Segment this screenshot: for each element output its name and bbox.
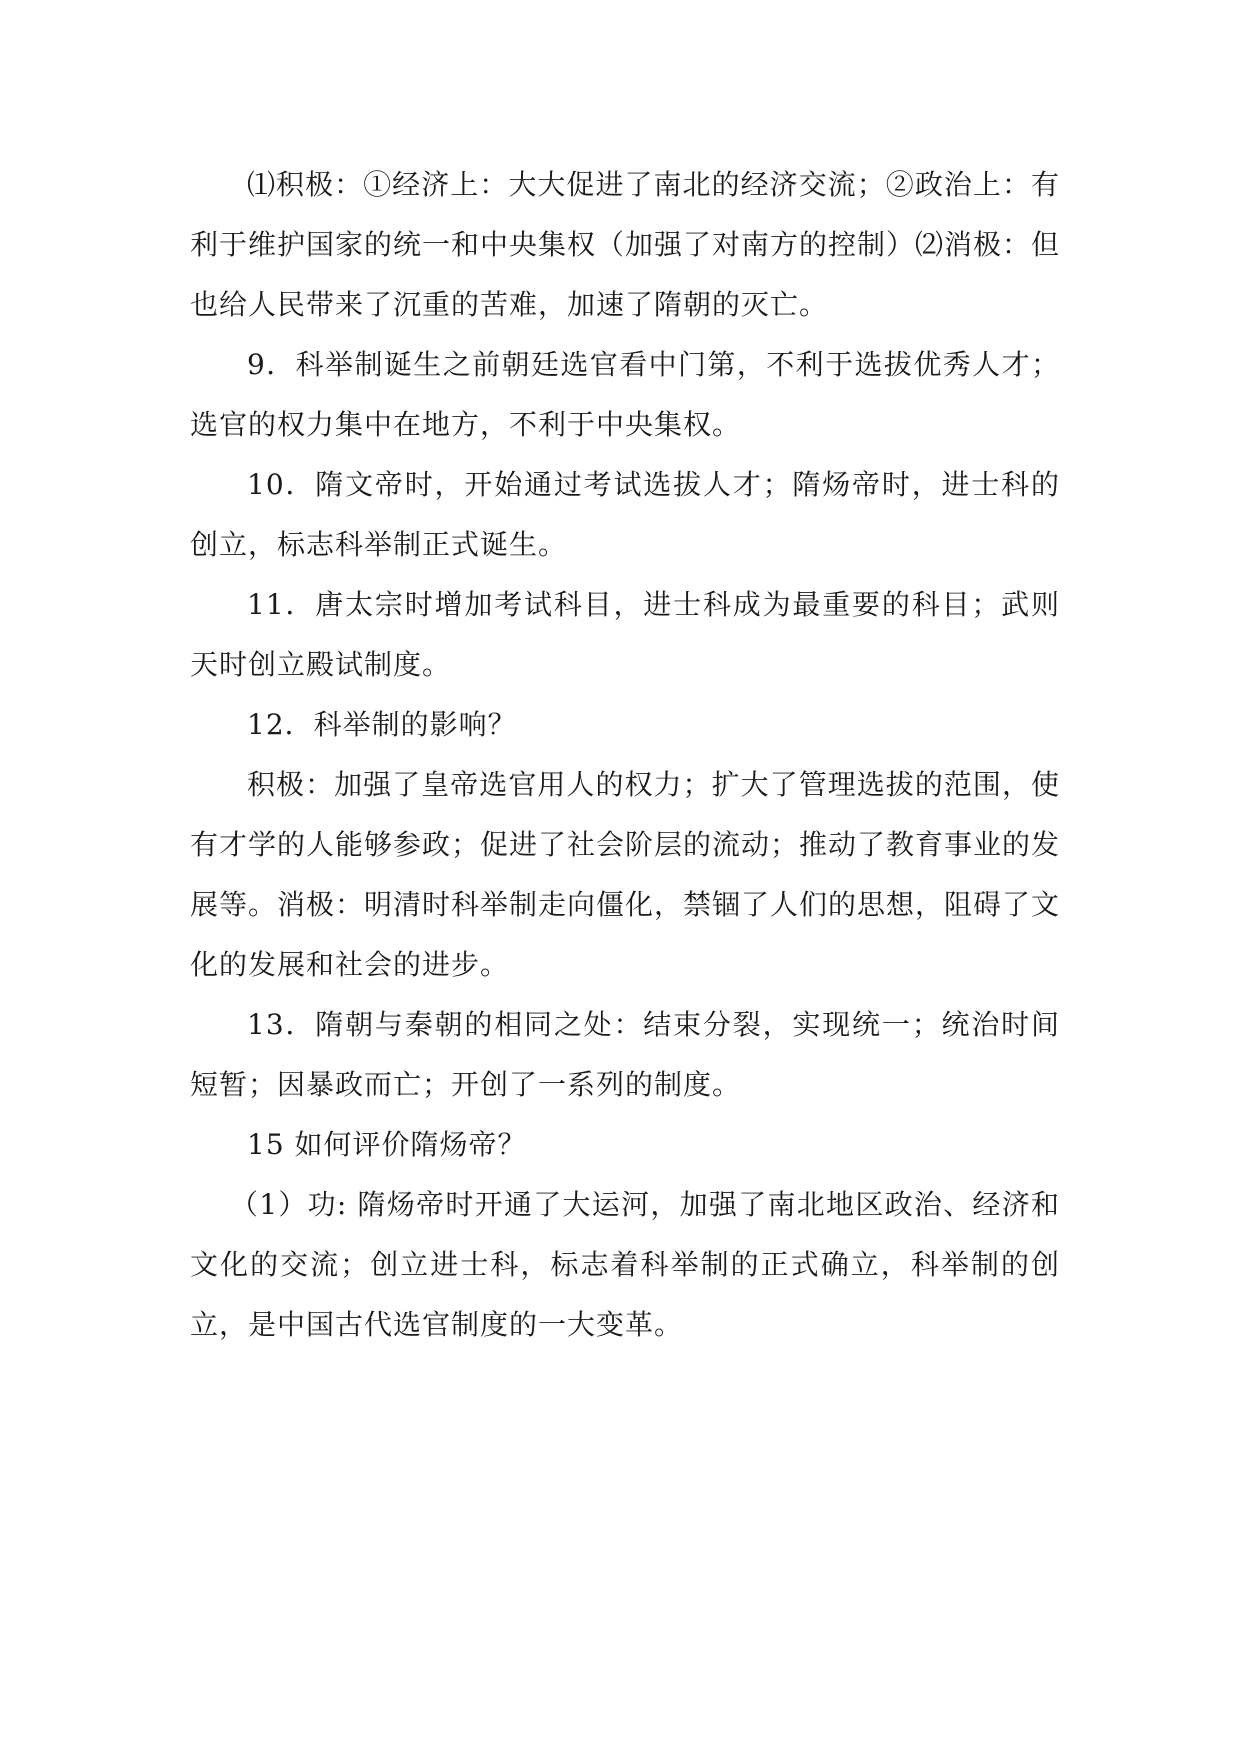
- paragraph-item-10: 10．隋文帝时，开始通过考试选拔人才；隋炀帝时，进士科的创立，标志科举制正式诞生。: [190, 468, 1060, 561]
- document-page: [190, 155, 1060, 1355]
- paragraph-grand-canal-impact: ⑴积极：①经济上：大大促进了南北的经济交流；②政治上：有利于维护国家的统一和中央集权（加强了对南方的控制）⑵消极：但也给人民带来了沉重的苦难，加速了隋朝的灭亡。: [190, 168, 1061, 321]
- paragraph-item-12-question: 12．科举制的影响？: [247, 708, 517, 741]
- paragraph-item-13: 13．隋朝与秦朝的相同之处：结束分裂，实现统一；统治时间短暂；因暴政而亡；开创了一系列的制度。: [190, 1008, 1060, 1101]
- paragraph-item-9: 9．科举制诞生之前朝廷选官看中门第，不利于选拔优秀人才；选官的权力集中在地方，不利于中央集权。: [190, 348, 1060, 441]
- paragraph-item-15-answer: （1）功: 隋炀帝时开通了大运河，加强了南北地区政治、经济和文化的交流；创立进士科，标志着科举制的正式确立，科举制的创立，是中国古代选官制度的一大变革。: [190, 1188, 1060, 1341]
- paragraph-item-15-question: 15 如何评价隋炀帝？: [247, 1128, 527, 1161]
- paragraph-item-12-answer: 积极：加强了皇帝选官用人的权力；扩大了管理选拔的范围，使有才学的人能够参政；促进了社会阶层的流动；推动了教育事业的发展等。消极：明清时科举制走向僵化，禁锢了人们的思想，阻碍了文化的发展和社会的进步。: [190, 768, 1061, 981]
- paragraph-item-11: 11．唐太宗时增加考试科目，进士科成为最重要的科目；武则天时创立殿试制度。: [190, 588, 1060, 681]
